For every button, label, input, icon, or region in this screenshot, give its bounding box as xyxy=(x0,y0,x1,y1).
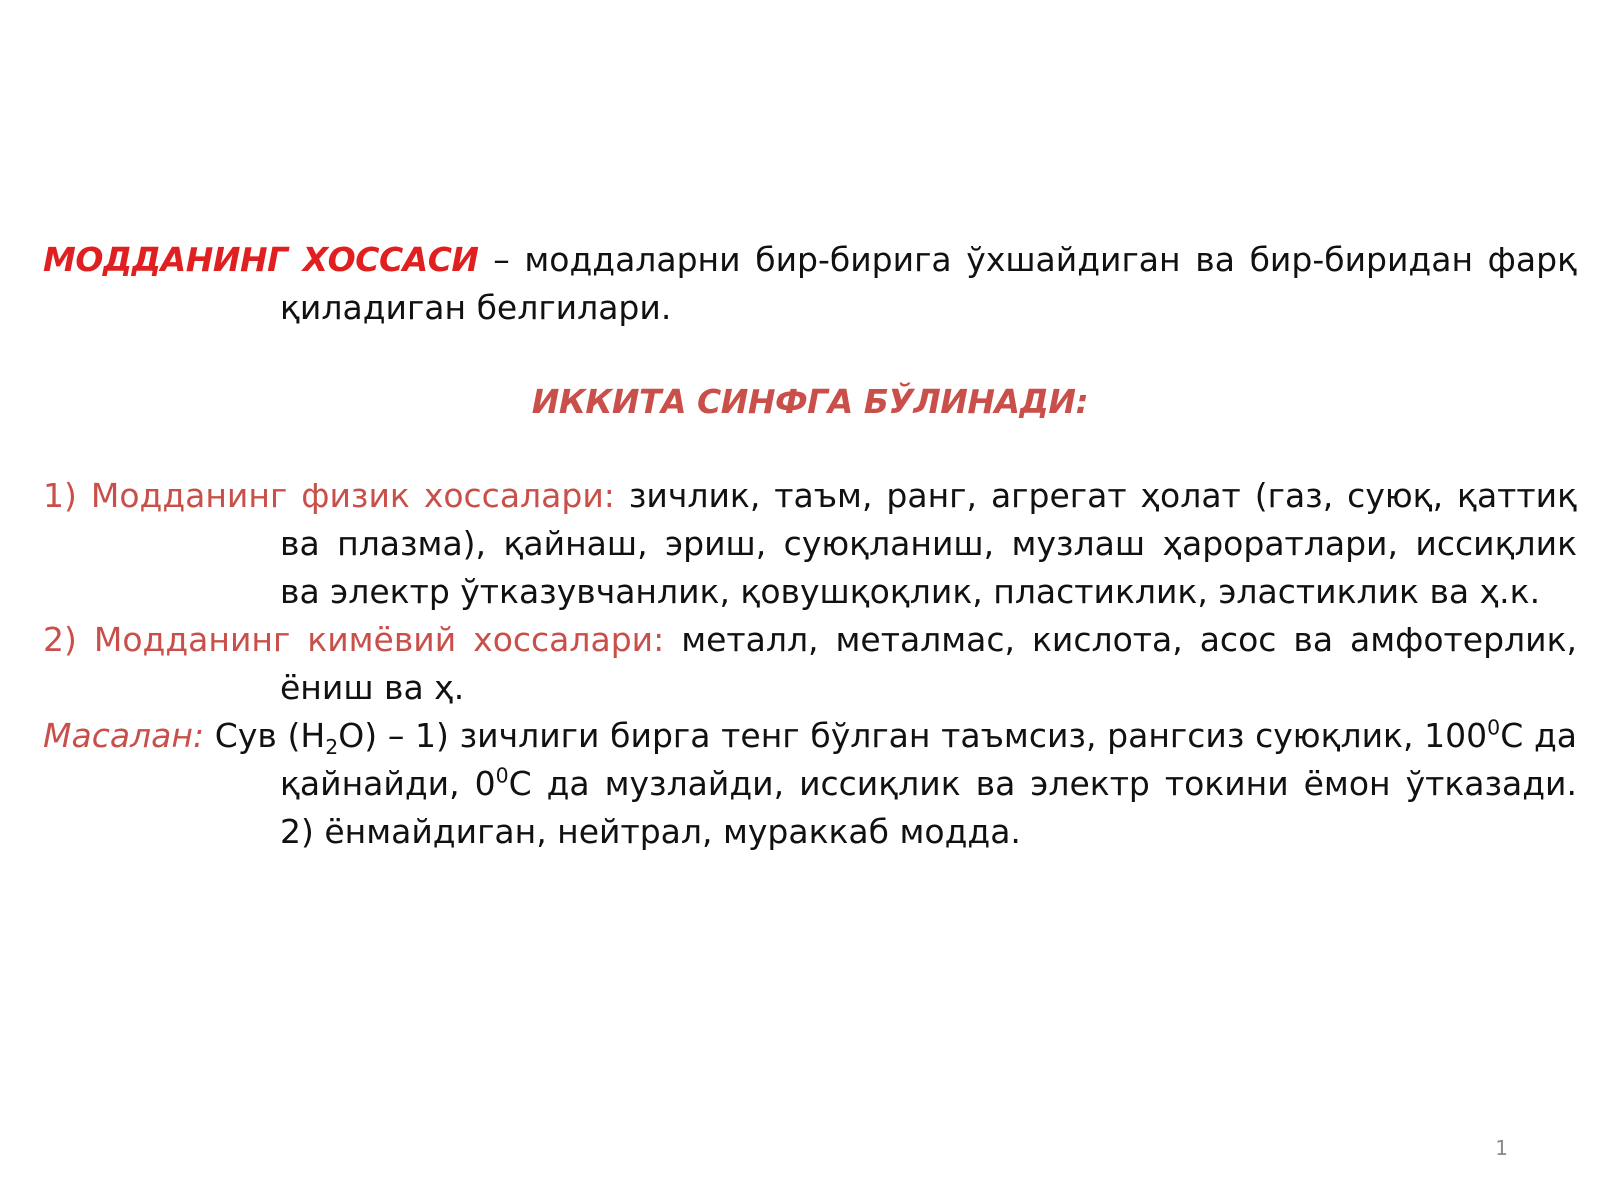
definition-paragraph xyxy=(43,236,1577,332)
example-label: Масалан: xyxy=(43,716,205,755)
example-paragraph xyxy=(43,712,1577,856)
example-text-3: С да қайнайди, 0 xyxy=(280,716,1577,803)
example-text-4: С да музлайди, иссиқлик ва электр токини ёмон ўтказади. 2) ёнмайдиган, нейтрал, мураккаб модда. xyxy=(280,764,1577,851)
page-number: 1 xyxy=(1495,1136,1508,1160)
example-superscript-degree-2: 0 xyxy=(495,763,509,788)
chemical-properties-paragraph xyxy=(43,616,1577,712)
subheading: ИККИТА СИНФГА БЎЛИНАДИ: xyxy=(531,382,1089,421)
slide-body xyxy=(43,236,1577,856)
chemical-properties-label: 2) Модданинг кимёвий хоссалари: xyxy=(43,620,665,659)
example-superscript-degree-1: 0 xyxy=(1487,715,1501,740)
physical-properties-paragraph xyxy=(43,472,1577,616)
physical-properties-text: зичлик, таъм, ранг, агрегат ҳолат (газ, суюқ, қаттиқ ва плазма), қайнаш, эриш, суюқланиш, музлаш ҳароратлари, иссиқлик ва электр ўтказувчанлик, қовушқоқлик, пластиклик, эластиклик ва ҳ.к. xyxy=(280,476,1578,611)
example-text-1: Сув (Н xyxy=(204,716,326,755)
chemical-properties-text: металл, металмас, кислота, асос ва амфотерлик, ёниш ва ҳ. xyxy=(280,620,1577,707)
definition-term: МОДДАНИНГ ХОССАСИ xyxy=(43,240,479,279)
definition-text: – моддаларни бир-бирига ўхшайдиган ва бир-биридан фарқ қиладиган белгилари. xyxy=(280,240,1577,327)
example-text-2: О) – 1) зичлиги бирга тенг бўлган таъмсиз, рангсиз суюқлик, 100 xyxy=(338,716,1488,755)
example-subscript-2: 2 xyxy=(325,735,339,760)
physical-properties-label: 1) Модданинг физик хоссалари: xyxy=(43,476,615,515)
